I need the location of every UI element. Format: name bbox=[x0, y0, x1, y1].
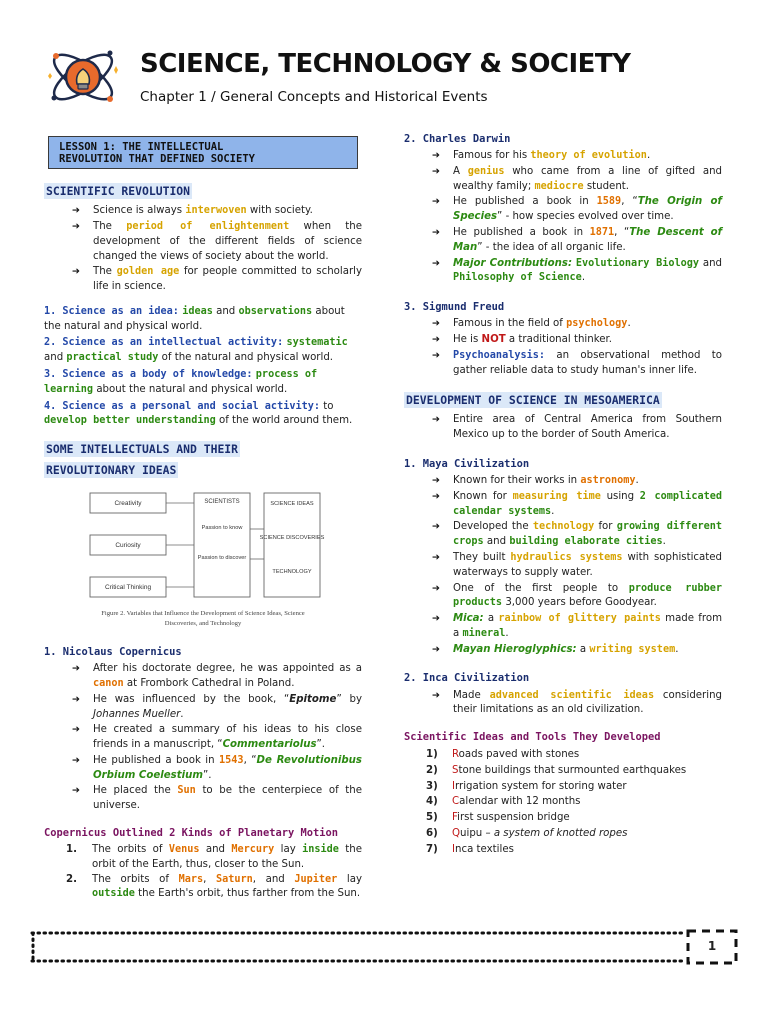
list-item: 2. Science as an intellectual activity: systematic and practical study of the natural and physical world. bbox=[44, 337, 348, 364]
list-item: ➔ He published a book in 1871, “The Descent of Man” - the idea of all organic life. bbox=[432, 226, 722, 256]
copernicus-heading: 1. Nicolaus Copernicus bbox=[44, 646, 182, 659]
list-item: ➔ Made advanced scientific ideas considering their limitations as an old civilization. bbox=[432, 689, 722, 719]
lesson-title-line2: REVOLUTION THAT DEFINED SOCIETY bbox=[59, 153, 255, 166]
list-item: ➔ Famous in the field of psychology. bbox=[432, 317, 722, 332]
right-column bbox=[404, 132, 722, 859]
list-item: ➔ Known for measuring time using 2 complicated calendar systems. bbox=[432, 490, 722, 520]
list-item: ➔ Famous for his theory of evolution. bbox=[432, 149, 722, 164]
list-item: 6) Quipu – a system of knotted ropes bbox=[426, 828, 628, 840]
darwin-list bbox=[432, 149, 722, 286]
list-item: ➔ The golden age for people committed to scholarly life in science. bbox=[72, 265, 362, 295]
list-item: ➔ Science is always interwoven with society. bbox=[72, 204, 362, 219]
figure-science-discoveries: SCIENCE DISCOVERIES bbox=[259, 535, 325, 542]
list-item: 4) Calendar with 12 months bbox=[426, 796, 581, 808]
figure-critical-thinking: Critical Thinking bbox=[104, 584, 152, 592]
inca-tools-list bbox=[426, 748, 722, 857]
list-item: ➔ Known for their works in astronomy. bbox=[432, 474, 722, 489]
planetary-motion-heading: Copernicus Outlined 2 Kinds of Planetary Motion bbox=[44, 827, 339, 840]
inca-tools-heading: Scientific Ideas and Tools They Developed bbox=[404, 731, 661, 744]
list-item: ➔ They built hydraulics systems with sophisticated waterways to supply water. bbox=[432, 551, 722, 581]
freud-list bbox=[432, 317, 722, 378]
section-heading-scientific-revolution: SCIENTIFIC REVOLUTION bbox=[46, 184, 191, 199]
list-item: ➔ Developed the technology for growing different crops and building elaborate cities. bbox=[432, 520, 722, 550]
list-item: ➔ After his doctorate degree, he was appointed as a canon at Frombork Cathedral in Poland. bbox=[72, 662, 362, 692]
maya-heading: 1. Maya Civilization bbox=[404, 457, 530, 470]
list-item: 7) Inca textiles bbox=[426, 843, 514, 855]
list-item: 3) Irrigation system for storing water bbox=[426, 780, 627, 792]
list-item: ➔ He placed the Sun to be the centerpiece of the universe. bbox=[72, 784, 362, 814]
list-item: ➔ Entire area of Central America from Southern Mexico up to the border of South America. bbox=[432, 413, 722, 443]
section-heading-intellectuals-2: REVOLUTIONARY IDEAS bbox=[46, 463, 177, 478]
section-heading-mesoamerica: DEVELOPMENT OF SCIENCE IN MESOAMERICA bbox=[406, 393, 660, 408]
list-item: 1) Roads paved with stones bbox=[426, 749, 580, 761]
lesson-title-line1: LESSON 1: THE INTELLECTUAL bbox=[59, 141, 224, 153]
list-item: 1. The orbits of Venus and Mercury lay inside the orbit of the Earth, thus, closer to the Sun. bbox=[66, 844, 362, 870]
inca-heading: 2. Inca Civilization bbox=[404, 672, 530, 685]
list-item: ➔ He is NOT a traditional thinker. bbox=[432, 333, 722, 348]
page-number: 1 bbox=[707, 939, 717, 954]
section-heading-intellectuals-1: SOME INTELLECTUALS AND THEIR bbox=[46, 442, 239, 457]
list-item: 2) Stone buildings that surmounted earthquakes bbox=[426, 764, 687, 776]
maya-list bbox=[432, 474, 722, 657]
list-item: 1. Science as an idea: ideas and observations about the natural and physical world. bbox=[44, 305, 345, 332]
figure-creativity: Creativity bbox=[114, 500, 142, 508]
figure-caption-1: Figure 2. Variables that Influence the Development of Science Ideas, Science bbox=[101, 610, 305, 618]
lesson-box bbox=[48, 136, 358, 169]
freud-heading: 3. Sigmund Freud bbox=[404, 301, 505, 314]
list-item: 2. The orbits of Mars, Saturn, and Jupiter lay outside the Earth's orbit, thus farther from the Sun. bbox=[66, 873, 362, 900]
list-item: ➔ He was influenced by the book, “Epitome” by Johannes Mueller. bbox=[72, 693, 362, 723]
list-item: ➔ He published a book in 1589, “The Origin of Species” - how species evolved over time. bbox=[432, 195, 722, 225]
list-item: 4. Science as a personal and social activity: to develop better understanding of the world around them. bbox=[44, 400, 353, 427]
inca-list bbox=[432, 689, 722, 719]
list-item: ➔ Mayan Hieroglyphics: a writing system. bbox=[432, 643, 722, 658]
page-title: SCIENCE, TECHNOLOGY & SOCIETY bbox=[140, 49, 631, 79]
list-item: ➔ The period of enlightenment when the development of the different fields of science changed the views of society about the world. bbox=[72, 220, 362, 264]
figure-scientists: SCIENTISTS bbox=[204, 499, 240, 506]
list-item: 3. Science as a body of knowledge: process of learning about the natural and physical world. bbox=[44, 369, 318, 395]
list-item: ➔ He published a book in 1543, “De Revolutionibus Orbium Coelestium”. bbox=[72, 754, 362, 784]
left-column bbox=[44, 132, 362, 902]
list-item: ➔ Psychoanalysis: an observational method to gather reliable data to study human's inner life. bbox=[432, 349, 722, 379]
mesoamerica-list bbox=[432, 413, 722, 443]
figure-caption-2: Discoveries, and Technology bbox=[164, 620, 242, 628]
science-as-list bbox=[44, 305, 362, 429]
list-item: ➔ He created a summary of his ideas to his close friends in a manuscript, “Commentariolus”. bbox=[72, 723, 362, 753]
figure-curiosity: Curiosity bbox=[115, 542, 141, 550]
figure-passion-discover: Passion to discover bbox=[197, 555, 247, 562]
list-item: ➔ One of the first people to produce rubber products 3,000 years before Goodyear. bbox=[432, 582, 722, 612]
list-item: ➔ Major Contributions: Evolutionary Biology and Philosophy of Science. bbox=[432, 257, 722, 287]
figure-diagram bbox=[44, 489, 362, 637]
page-subtitle: Chapter 1 / General Concepts and Historical Events bbox=[140, 89, 488, 105]
figure-science-ideas: SCIENCE IDEAS bbox=[270, 501, 314, 508]
figure-technology: TECHNOLOGY bbox=[272, 569, 312, 576]
list-item: ➔ A genius who came from a line of gifted and wealthy family; mediocre student. bbox=[432, 165, 722, 195]
list-item: ➔ Mica: a rainbow of glittery paints made from a mineral. bbox=[432, 612, 722, 642]
figure-passion-know: Passion to know bbox=[201, 525, 243, 532]
darwin-heading: 2. Charles Darwin bbox=[404, 133, 511, 145]
list-item: 5) First suspension bridge bbox=[426, 812, 570, 824]
atom-lightbulb-icon bbox=[44, 38, 122, 116]
scientific-revolution-list bbox=[72, 204, 362, 295]
footer-border bbox=[30, 929, 684, 965]
planetary-motion-list bbox=[66, 843, 362, 902]
copernicus-list bbox=[72, 662, 362, 814]
